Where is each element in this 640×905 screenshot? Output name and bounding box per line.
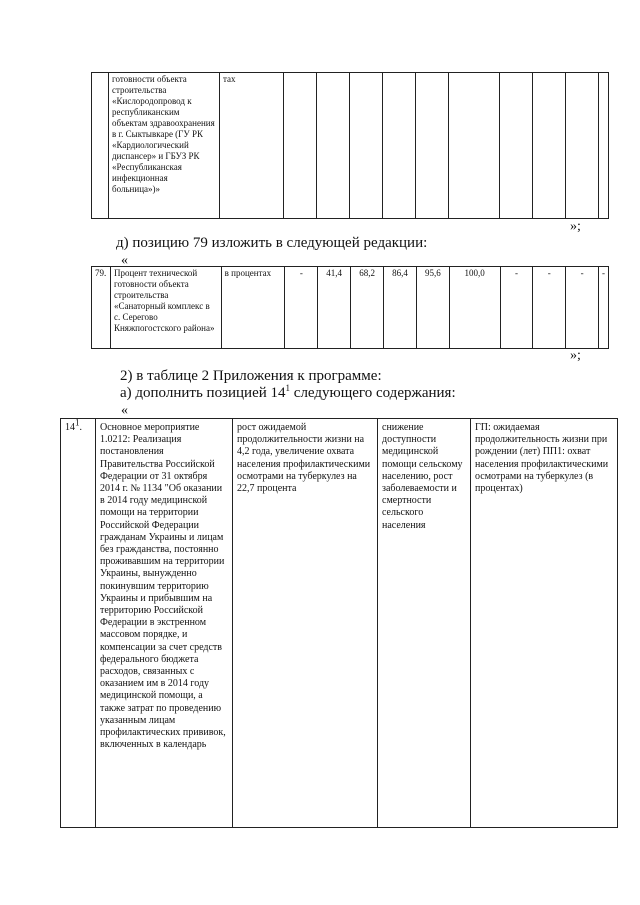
row-number: 14 [65,422,75,433]
cell-description: готовности объекта строительства «Кислородопровод к республиканским объектам здравоохранения в г. Сыктывкаре (ГУ РК «Кардиологический диспансер» и ГБУЗ РК «Республиканская инфекционная больница»)» [112,74,215,194]
cell-unit: в процентах [224,268,272,278]
row-number-sup: 1 [75,417,80,428]
cell-value: 86,4 [392,268,408,278]
cell-value: - [299,268,303,278]
opening-quote: « [121,403,128,418]
cell-value: - [547,268,551,278]
row-number-suffix: . [79,422,82,433]
cell-unit: тах [223,74,236,84]
cell-activity: Основное мероприятие 1.0212: Реализация постановления Правительства Российской Федерации от 31 октября 2014 г. № 1134 "Об оказании в 2014 году медицинской помощи на территории Российской Федерации гражданам Украины и лицам без гражданства, постоянно проживавшим на территории Украины, вынужденно покинувшим территорию Украины и прибывшим на территорию Российской Федерации в экстренном массовом порядке, и компенсации за счет средств федерального бюджета расходов, связанных с оказанием им в 2014 году медицинской помощи, а также затрат по проведению указанным лицам профилактических прививок, включенных в календарь [100,422,226,751]
table-row [92,267,609,349]
row-number: 79. [95,268,107,278]
cell-value: - [580,268,584,278]
cell-value: 95,6 [424,268,441,278]
cell-value: 41,4 [326,268,343,278]
paragraph-a-sup: 1 [285,383,291,393]
cell-consequences: снижение доступности медицинской помощи сельскому населению, рост заболеваемости и смертности сельского населения [382,422,463,531]
table-continuation [91,72,609,219]
paragraph-d: д) позицию 79 изложить в следующей редакции: [116,235,428,251]
cell-value: 100,0 [464,268,485,278]
closing-quote: »; [570,348,581,363]
opening-quote: « [121,253,128,268]
table-row [61,419,618,828]
cell-result: рост ожидаемой продолжительности жизни на 4,2 года, увеличение охвата населения профилактическими осмотрами на туберкулез на 22,7 процента [237,422,371,495]
table-row-14-1 [60,418,618,828]
paragraph-a-prefix: а) дополнить позицией 14 [120,385,286,401]
cell-description: Процент технической готовности объекта строительства «Санаторный комплекс в с. Серегово Княжпогостского района» [113,268,215,333]
cell-value: - [602,268,605,278]
cell-indicators: ГП: ожидаемая продолжительность жизни при рождении (лет) ПП1: охват населения профилактическими осмотрами на туберкулез (в процентах) [475,422,609,495]
table-row-79 [91,266,609,349]
cell-value: - [514,268,518,278]
paragraph-a-suffix: следующего содержания: [290,385,456,401]
paragraph-a [120,385,456,402]
paragraph-2: 2) в таблице 2 Приложения к программе: [120,368,382,384]
cell-value: 68,2 [359,268,375,278]
closing-quote: »; [570,219,581,234]
table-row [92,73,609,219]
